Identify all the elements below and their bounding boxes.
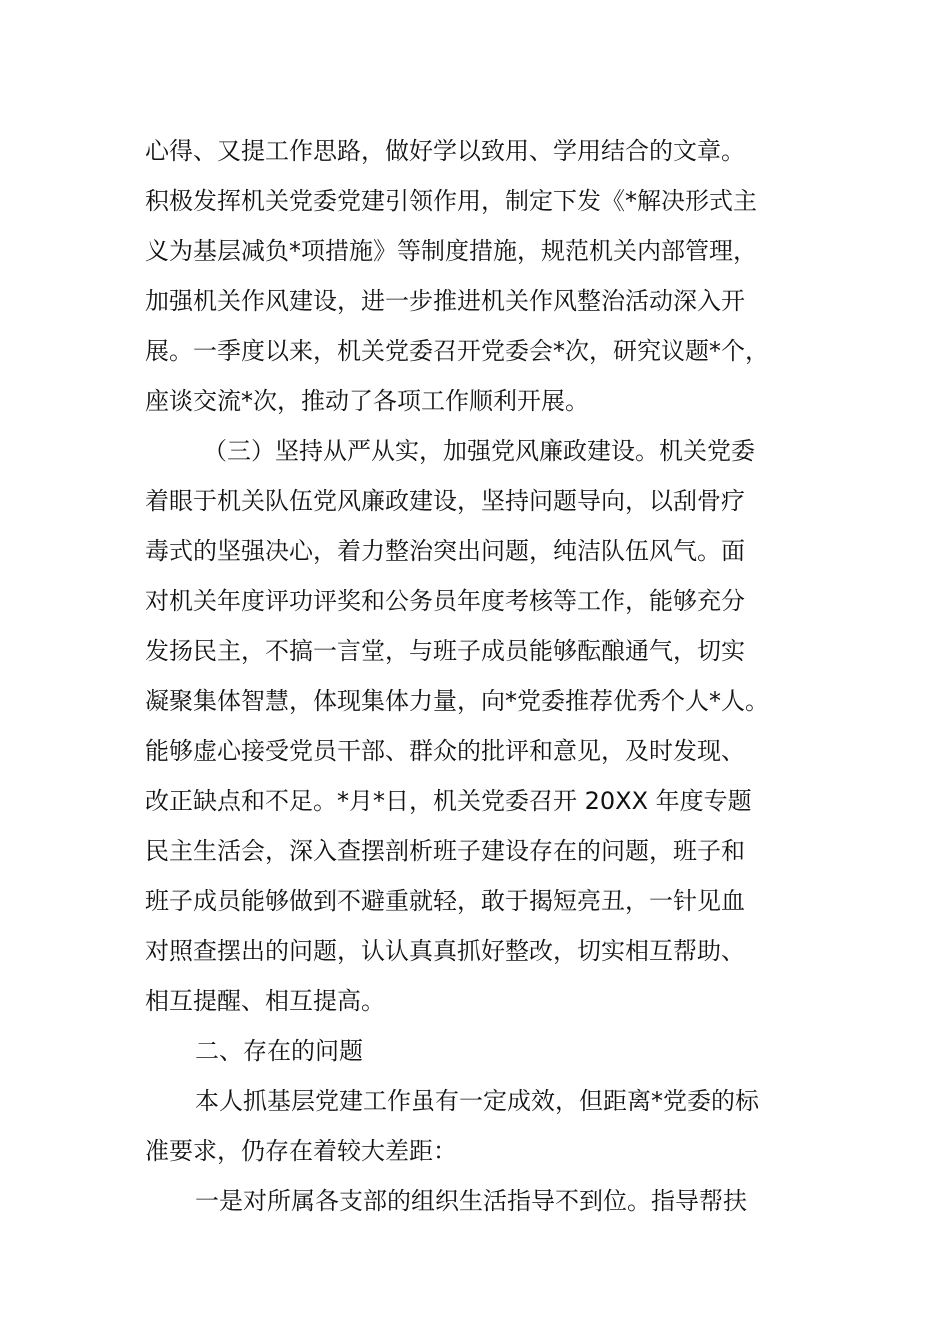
text-line: 展。一季度以来，机关党委召开党委会*次，研究议题*个， bbox=[145, 337, 769, 365]
text-line: 发扬民主，不搞一言堂，与班子成员能够酝酿通气，切实 bbox=[145, 637, 745, 665]
text-line: 积极发挥机关党委党建引领作用，制定下发《*解决形式主 bbox=[145, 187, 757, 215]
text-line: 班子成员能够做到不避重就轻，敢于揭短亮丑，一针见血 bbox=[145, 887, 745, 915]
text-line: 改正缺点和不足。*月*日，机关党委召开 20XX 年度专题 bbox=[145, 787, 752, 815]
text-line: 对机关年度评功评奖和公务员年度考核等工作，能够充分 bbox=[145, 587, 745, 615]
section-heading-3: （三）坚持从严从实，加强党风廉政建设。机关党委 bbox=[203, 437, 755, 465]
text-line: 着眼于机关队伍党风廉政建设，坚持问题导向，以刮骨疗 bbox=[145, 487, 745, 515]
text-line: 心得、又提工作思路，做好学以致用、学用结合的文章。 bbox=[145, 137, 745, 165]
text-line: 一是对所属各支部的组织生活指导不到位。指导帮扶 bbox=[195, 1187, 747, 1215]
text-line: 能够虚心接受党员干部、群众的批评和意见，及时发现、 bbox=[145, 737, 745, 765]
text-line: 凝聚集体智慧，体现集体力量，向*党委推荐优秀个人*人。 bbox=[145, 687, 769, 715]
section-heading-problems: 二、存在的问题 bbox=[195, 1037, 363, 1065]
text-line: 加强机关作风建设，进一步推进机关作风整治活动深入开 bbox=[145, 287, 745, 315]
text-line: 毒式的坚强决心，着力整治突出问题，纯洁队伍风气。面 bbox=[145, 537, 745, 565]
text-line: 民主生活会，深入查摆剖析班子建设存在的问题，班子和 bbox=[145, 837, 745, 865]
text-line: 准要求，仍存在着较大差距： bbox=[145, 1137, 457, 1165]
text-line: 座谈交流*次，推动了各项工作顺利开展。 bbox=[145, 387, 589, 415]
text-line: 相互提醒、相互提高。 bbox=[145, 987, 385, 1015]
text-line: 本人抓基层党建工作虽有一定成效，但距离*党委的标 bbox=[195, 1087, 759, 1115]
text-line: 对照查摆出的问题，认认真真抓好整改，切实相互帮助、 bbox=[145, 937, 745, 965]
document-body bbox=[145, 126, 845, 1226]
text-line: 义为基层减负*项措施》等制度措施，规范机关内部管理， bbox=[145, 237, 757, 265]
